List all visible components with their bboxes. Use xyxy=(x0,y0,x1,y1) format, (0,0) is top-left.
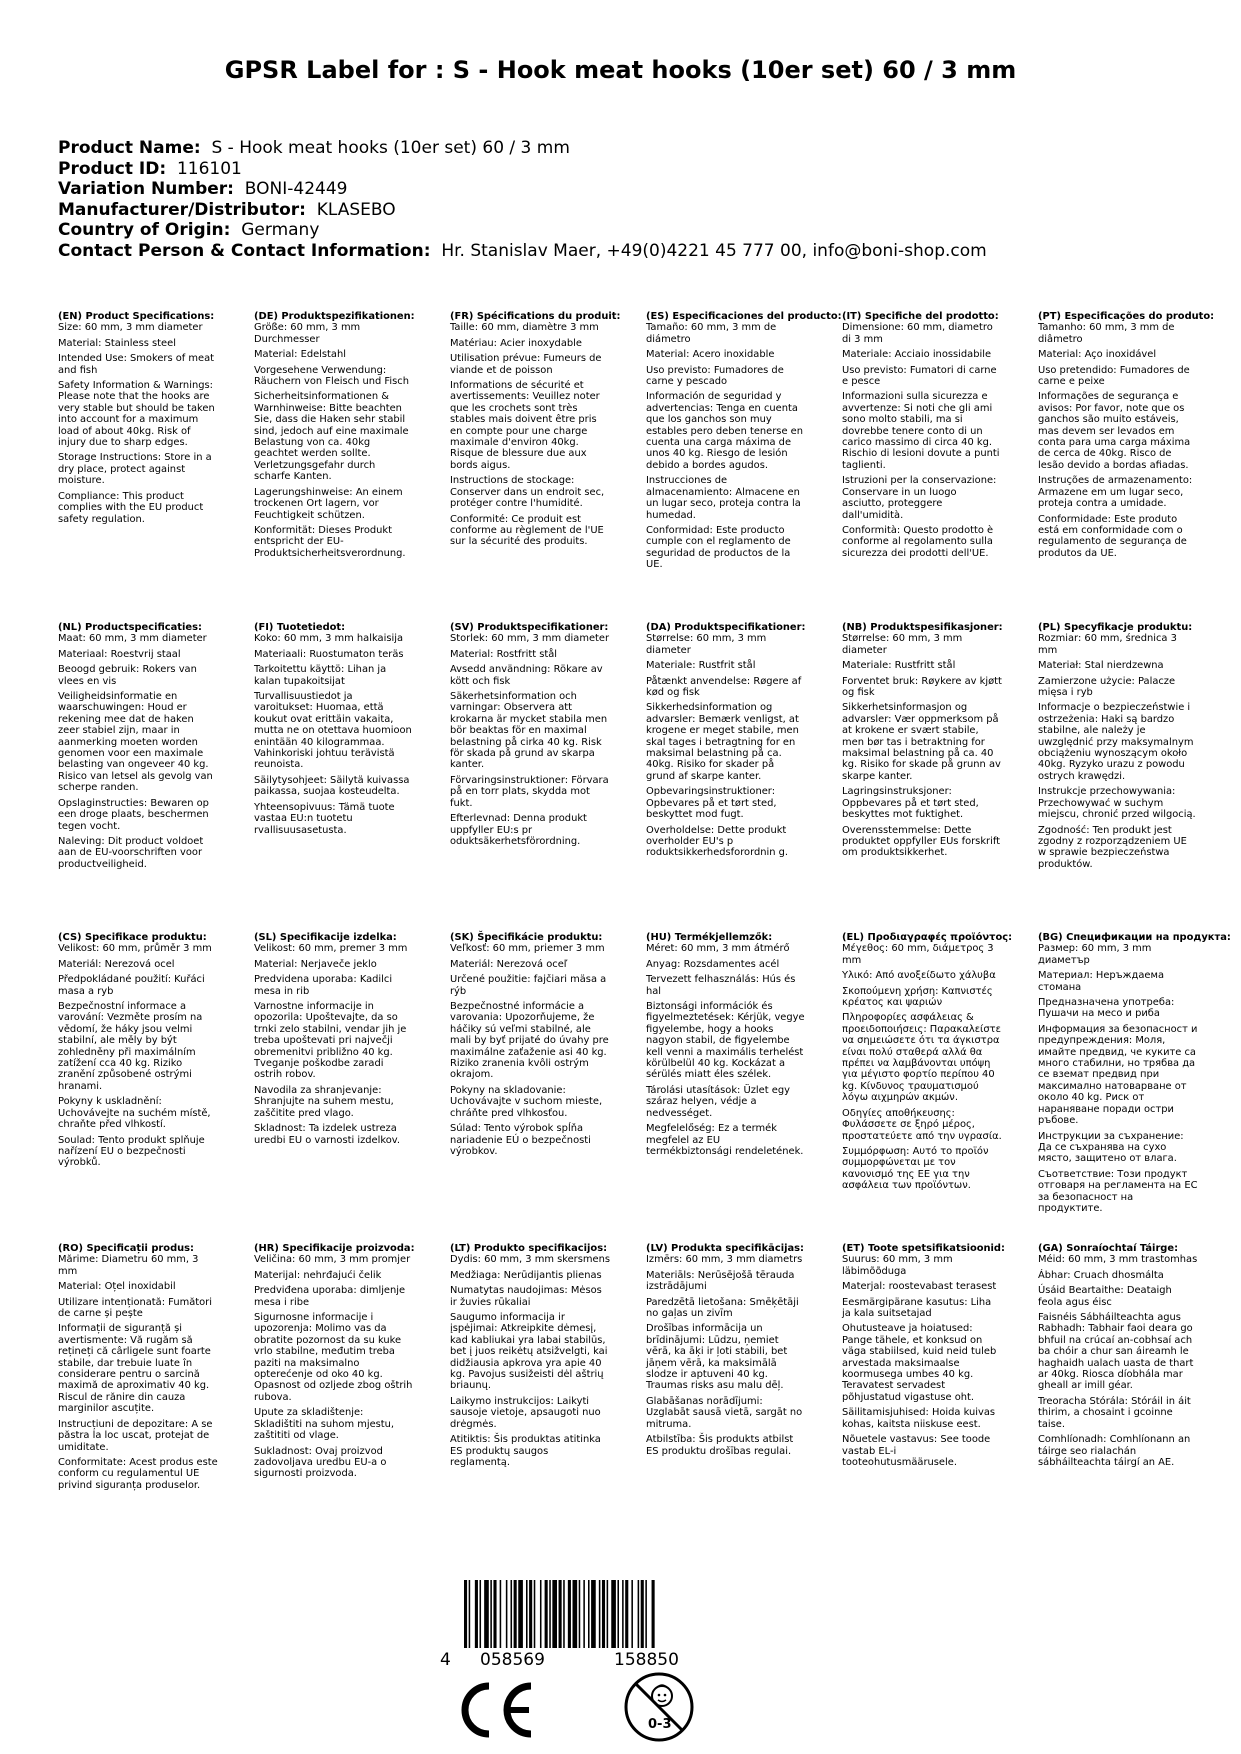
spec-heading: (NB) Produktspesifikasjoner: xyxy=(842,622,1003,633)
spec-heading: (LV) Produkta specifikācijas: xyxy=(646,1243,804,1254)
spec-line: Pokyny na skladovanie: Uchovávajte v suchom mieste, chráňte pred vlhkosťou. xyxy=(450,1084,603,1119)
spec-line: Dydis: 60 mm, 3 mm skersmens xyxy=(450,1254,610,1266)
spec-line: Matériau: Acier inoxydable xyxy=(450,337,582,349)
spec-block xyxy=(842,1243,1005,1472)
spec-block xyxy=(58,932,218,1173)
barcode xyxy=(438,1580,710,1672)
barcode-bar xyxy=(579,1580,581,1648)
spec-line: Laikymo instrukcijos: Laikyti sausoje vietoje, apsaugoti nuo drėgmės. xyxy=(450,1395,601,1430)
spec-block xyxy=(254,311,414,563)
spec-line: Úsáid Beartaithe: Deataigh feola agus éisc xyxy=(1038,1285,1172,1308)
spec-line: Utilisation prévue: Fumeurs de viande et de poisson xyxy=(450,353,602,376)
spec-line: Atitiktis: Šis produktas atitinka ES produktų saugos reglamentą. xyxy=(450,1434,601,1468)
spec-line: Материал: Неръждаема стомана xyxy=(1038,970,1165,993)
spec-heading: (LT) Produkto specifikacijos: xyxy=(450,1243,608,1254)
spec-line: Size: 60 mm, 3 mm diameter xyxy=(58,322,203,334)
spec-heading: (RO) Specificații produs: xyxy=(58,1243,194,1254)
spec-line: Påtænkt anvendelse: Røgere af kød og fisk xyxy=(646,675,802,699)
spec-line: Medžiaga: Nerūdijantis plienas xyxy=(450,1269,602,1281)
spec-line: Sikkerhetsinformasjon og advarsler: Vær oppmerksom på at krokene er svært stabile, men bør tas i betraktning for maksimal belastning på ca. 40 kg. Risiko for skade på grunn av skarpe kanter. xyxy=(842,702,1001,782)
spec-line: Materiał: Stal nierdzewna xyxy=(1038,660,1164,672)
spec-block xyxy=(58,311,218,529)
spec-line: Mărime: Diametru 60 mm, 3 mm xyxy=(58,1254,199,1277)
spec-line: Treoracha Stórála: Stóráil in áit thirim, a chosaint i gcoinne taise. xyxy=(1038,1395,1191,1430)
spec-block xyxy=(450,311,621,552)
barcode-bar xyxy=(611,1580,616,1648)
barcode-bar xyxy=(464,1580,467,1648)
spec-line: Beoogd gebruik: Rokers van vlees en vis xyxy=(58,664,197,687)
spec-line: Veiligheidsinformatie en waarschuwingen: Houd er rekening mee dat de haken zeer stabiel zijn, maar in aanmerking moeten worden genomen voor een maximale belasting van ongeveer 40 kg. Risico van letsel als gevolg van scherpe randen. xyxy=(58,691,213,794)
spec-line: Material: Edelstahl xyxy=(254,349,346,361)
spec-line: Materijal: nehrđajući čelik xyxy=(254,1269,382,1281)
spec-heading: (NL) Productspecificaties: xyxy=(58,622,202,633)
spec-line: Dimensione: 60 mm, diametro di 3 mm xyxy=(842,322,993,345)
spec-line: Instrucciones de almacenamiento: Almacene en un lugar seco, proteja contra la humedad. xyxy=(646,475,801,521)
spec-line: Размер: 60 mm, 3 mm диаметър xyxy=(1038,943,1152,966)
spec-line: Tamaño: 60 mm, 3 mm de diámetro xyxy=(646,322,777,345)
spec-line: Οδηγίες αποθήκευσης: Φυλάσσετε σε ξηρό μέρος, προστατεύετε από την υγρασία. xyxy=(842,1107,1002,1142)
spec-line: Compliance: This product complies with the EU product safety regulation. xyxy=(58,490,204,525)
spec-line: Material: Oțel inoxidabil xyxy=(58,1281,176,1293)
spec-block xyxy=(646,1243,806,1461)
barcode-bar xyxy=(534,1580,536,1648)
barcode-bar xyxy=(490,1580,492,1648)
spec-line: Συμμόρφωση: Αυτό το προϊόν συμμορφώνεται με τον κανονισμό της ΕΕ για την ασφάλεια των προϊόντων. xyxy=(842,1145,989,1192)
spec-line: Súlad: Tento výrobok spĺňa nariadenie EÚ o bezpečnosti výrobkov. xyxy=(450,1123,591,1157)
barcode-bar xyxy=(652,1580,655,1648)
spec-line: Instrukcje przechowywania: Przechowywać w suchym miejscu, chronić przed wilgocią. xyxy=(1038,786,1196,821)
spec-line: Upute za skladištenje: Skladištiti na suhom mjestu, zaštititi od vlage. xyxy=(254,1407,395,1442)
spec-line: Overholdelse: Dette produkt overholder EU's p roduktsikkerhedsforordnin g. xyxy=(646,824,789,859)
spec-block xyxy=(1038,932,1231,1218)
spec-line: Material: Nerjaveče jeklo xyxy=(254,958,377,970)
spec-line: Información de seguridad y advertencias: Tenga en cuenta que los ganchos son muy estables pero deben tenerse en cuenta una carga máxima de unos 40 kg. Riesgo de lesión debido a bordes agudos. xyxy=(646,391,804,471)
barcode-bar xyxy=(583,1580,585,1648)
spec-line: Predvidena uporaba: Kadilci mesa in rib xyxy=(254,974,393,997)
spec-line: Rozmiar: 60 mm, średnica 3 mm xyxy=(1038,633,1177,656)
spec-line: Vorgesehene Verwendung: Räuchern von Fleisch und Fisch xyxy=(254,364,409,388)
spec-line: Ohutusteave ja hoiatused: Pange tähele, et konksud on väga stabiilsed, kuid neid tuleb arvestada maksimaalse koormusega umbes 40 kg. Teravatest servadest põhjustatud vigastuse oht. xyxy=(842,1323,997,1403)
barcode-digits-right: 158850 xyxy=(614,1650,679,1670)
barcode-bar xyxy=(552,1580,557,1648)
spec-line: Istruzioni per la conservazione: Conservare in un luogo asciutto, proteggere dall'umidità. xyxy=(842,475,997,521)
barcode-bar xyxy=(641,1580,644,1648)
product-info xyxy=(58,138,1198,261)
spec-line: Υλικό: Από ανοξείδωτο χάλυβα xyxy=(842,970,996,982)
spec-line: Materiāls: Nerūsējošā tērauda izstrādājumi xyxy=(646,1269,795,1293)
spec-line: Taille: 60 mm, diamètre 3 mm xyxy=(450,322,599,334)
spec-block xyxy=(450,1243,610,1472)
spec-line: Uso previsto: Fumadores de carne y pescado xyxy=(646,364,784,388)
spec-line: Koko: 60 mm, 3 mm halkaisija xyxy=(254,633,403,645)
spec-line: Informacje o bezpieczeństwie i ostrzeżenia: Haki są bardzo stabilne, ale należy je uwzględnić przy maksymalnym obciążeniu wynoszącym około 40kg. Ryzyko urazu z powodu ostrych krawędzi. xyxy=(1038,702,1194,782)
spec-line: Materiale: Rustfrit stål xyxy=(646,660,756,672)
spec-heading: (IT) Specifiche del prodotto: xyxy=(842,311,999,322)
spec-line: Anyag: Rozsdamentes acél xyxy=(646,958,780,970)
spec-line: Uso pretendido: Fumadores de carne e peixe xyxy=(1038,364,1190,388)
barcode-bar xyxy=(599,1580,601,1648)
spec-line: Πληροφορίες ασφάλειας & προειδοποιήσεις: Παρακαλείστε να σημειώσετε ότι τα άγκιστρα είναι πολύ σταθερά αλλά θα πρέπει να λαμβάνονται υπόψη για μέγιστο φορτίο περίπου 40 kg. Κίνδυνος τραυματισμού λόγω αιχμηρών ακμών. xyxy=(842,1012,1001,1104)
spec-line: Varnostne informacije in opozorila: Upoštevajte, da so trnki zelo stabilni, vendar jih je treba upoštevati pri največji obremenitvi približno 40 kg. Tveganje poškodbe zaradi ostrih robov. xyxy=(254,1001,407,1081)
spec-line: Materiaali: Ruostumaton teräs xyxy=(254,648,404,660)
spec-block xyxy=(1038,311,1215,563)
barcode-bar xyxy=(511,1580,513,1648)
barcode-bar xyxy=(573,1580,578,1648)
spec-line: Velikost: 60 mm, premer 3 mm xyxy=(254,943,408,955)
spec-line: Instrucțiuni de depozitare: A se păstra la loc uscat, protejat de umiditate. xyxy=(58,1418,213,1453)
spec-line: Informazioni sulla sicurezza e avvertenze: Si noti che gli ami sono molto stabili, ma si dovrebbe tenere conto di un carico massimo di circa 40 kg. Rischio di lesioni dovute a punti taglienti. xyxy=(842,391,1000,471)
spec-line: Megfelelőség: Ez a termék megfelel az EU termékbiztonsági rendeletének. xyxy=(646,1123,804,1157)
info-contact: Contact Person & Contact Information: Hr. Stanislav Maer, +49(0)4221 45 777 00, info@boni-shop.com xyxy=(58,240,987,261)
spec-block xyxy=(58,622,218,874)
spec-line: Soulad: Tento produkt splňuje nařízení EU o bezpečnosti výrobků. xyxy=(58,1134,205,1169)
spec-block xyxy=(646,932,806,1161)
spec-line: Storlek: 60 mm, 3 mm diameter xyxy=(450,633,610,645)
spec-block xyxy=(254,932,414,1150)
barcode-bar xyxy=(568,1580,571,1648)
spec-heading: (PL) Specyfikacje produktu: xyxy=(1038,622,1193,633)
spec-line: Turvallisuustiedot ja varoitukset: Huomaa, että koukut ovat erittäin vakaita, mutta ne on otettava huomioon enintään 40 kilogrammaa. Vahinkoriski johtuu terävistä reunoista. xyxy=(254,691,412,771)
spec-line: Veľkosť: 60 mm, priemer 3 mm xyxy=(450,943,605,955)
spec-line: Съответствие: Този продукт отговаря на регламента на ЕС за безопасност на продуктите. xyxy=(1038,1168,1198,1214)
barcode-bar xyxy=(526,1580,528,1648)
barcode-bar xyxy=(645,1580,647,1648)
spec-heading: (ES) Especificaciones del producto: xyxy=(646,311,842,322)
spec-line: Určené použitie: fajčiari mäsa a rýb xyxy=(450,974,607,997)
not-suitable-under-3-icon xyxy=(622,1670,696,1744)
spec-block xyxy=(842,932,1013,1196)
spec-heading: (CS) Specifikace produktu: xyxy=(58,932,207,943)
spec-heading: (HU) Termékjellemzők: xyxy=(646,932,773,943)
spec-line: Forventet bruk: Røykere av kjøtt og fisk xyxy=(842,675,1002,699)
info-manufacturer: Manufacturer/Distributor: KLASEBO xyxy=(58,199,396,220)
barcode-bar xyxy=(549,1580,551,1648)
barcode-bar xyxy=(602,1580,605,1648)
spec-line: Opbevaringsinstruktioner: Opbevares på et tørt sted, beskyttet mod fugt. xyxy=(646,786,777,821)
spec-line: Comhlíonadh: Comhlíonann an táirge seo rialachán sábháilteachta táirgí an AE. xyxy=(1038,1434,1191,1468)
spec-block xyxy=(646,622,806,863)
spec-line: Pokyny k uskladnění: Uchovávejte na suchém místě, chraňte před vlhkostí. xyxy=(58,1096,211,1131)
spec-line: Glabāšanas norādījumi: Uzglabāt sausā vietā, sargāt no mitruma. xyxy=(646,1395,803,1430)
spec-line: Σκοπούμενη χρήση: Καπνιστές κρέατος και ψαριών xyxy=(842,985,993,1009)
barcode-bar xyxy=(493,1580,496,1648)
spec-block xyxy=(646,311,842,575)
spec-heading: (ET) Toote spetsifikatsioonid: xyxy=(842,1243,1005,1254)
spec-line: Tervezett felhasználás: Hús és hal xyxy=(646,974,796,997)
spec-line: Informações de segurança e avisos: Por favor, note que os ganchos são muito estáveis, mas devem ser levados em conta para uma carga máxima de cerca de 40kg. Risco de lesão devido a bordas afiadas. xyxy=(1038,391,1191,471)
barcode-bar xyxy=(484,1580,489,1648)
spec-line: Maat: 60 mm, 3 mm diameter xyxy=(58,633,207,645)
spec-block xyxy=(254,622,414,840)
spec-line: Veličina: 60 mm, 3 mm promjer xyxy=(254,1254,411,1266)
spec-block xyxy=(450,622,610,851)
barcode-bar xyxy=(545,1580,548,1648)
spec-line: Saugumo informacija ir įspėjimai: Atkreipkite dėmesį, kad kabliukai yra labai stabilūs, bet į juos reikėtų atsižvelgti, kai didžiausia apkrova yra apie 40 kg. Pavojus susižeisti dėl aštrių briaunų. xyxy=(450,1312,608,1392)
spec-line: Předpokládané použití: Kuřáci masa a ryb xyxy=(58,974,205,997)
spec-line: Säilitamisjuhised: Hoida kuivas kohas, kaitsta niiskuse eest. xyxy=(842,1407,996,1430)
barcode-bar xyxy=(559,1580,562,1648)
spec-line: Μέγεθος: 60 mm, διάμετρος 3 mm xyxy=(842,943,994,966)
spec-line: Nõuetele vastavus: See toode vastab EL-i tooteohutusmäärusele. xyxy=(842,1434,991,1468)
spec-heading: (FI) Tuotetiedot: xyxy=(254,622,346,633)
spec-line: Konformität: Dieses Produkt entspricht der EU-Produktsicherheitsverordnung. xyxy=(254,524,406,559)
spec-line: Velikost: 60 mm, průměr 3 mm xyxy=(58,943,212,955)
spec-line: Säilytysohjeet: Säilytä kuivassa paikassa, suojaa kosteudelta. xyxy=(254,774,410,798)
spec-block xyxy=(1038,1243,1198,1472)
spec-line: Naleving: Dit product voldoet aan de EU-voorschriften voor productveiligheid. xyxy=(58,835,204,870)
spec-block xyxy=(254,1243,414,1484)
spec-line: Instruções de armazenamento: Armazene em um lugar seco, proteja contra a umidade. xyxy=(1038,475,1193,510)
spec-line: Méid: 60 mm, 3 mm trastomhas xyxy=(1038,1254,1198,1266)
spec-line: Materiale: Rustfritt stål xyxy=(842,660,956,672)
spec-line: Informations de sécurité et avertissements: Veuillez noter que les crochets sont très stables mais doivent être pris en compte pour une charge maximale d'environ 40kg. Risque de blessure due aux bords aigus. xyxy=(450,380,600,471)
spec-line: Conformitate: Acest produs este conform cu regulamentul UE privind siguranța produselor. xyxy=(58,1456,218,1491)
spec-line: Conformité: Ce produit est conforme au règlement de l'UE sur la sécurité des produits. xyxy=(450,513,604,548)
barcode-digits xyxy=(438,1650,710,1670)
spec-line: Предназначена употреба: Пушачи на месо и риба xyxy=(1038,997,1175,1020)
barcode-bar xyxy=(588,1580,590,1648)
spec-line: Materiaal: Roestvrij staal xyxy=(58,648,181,660)
spec-line: Conformidade: Este produto está em conformidade com o regulamento de segurança de produtos da UE. xyxy=(1038,513,1187,559)
spec-line: Material: Acero inoxidable xyxy=(646,349,775,361)
info-country-of-origin: Country of Origin: Germany xyxy=(58,220,320,240)
spec-heading: (GA) Sonraíochtaí Táirge: xyxy=(1038,1243,1179,1254)
spec-line: Zgodność: Ten produkt jest zgodny z rozporządzeniem UE w sprawie bezpieczeństwa produktów. xyxy=(1038,824,1187,870)
barcode-bar xyxy=(607,1580,609,1648)
spec-line: Material: Stainless steel xyxy=(58,337,176,349)
spec-block xyxy=(842,311,1002,563)
barcode-bar xyxy=(617,1580,619,1648)
spec-line: Material: Aço inoxidável xyxy=(1038,349,1157,361)
spec-line: Ábhar: Cruach dhosmálta xyxy=(1038,1269,1164,1281)
spec-line: Overensstemmelse: Dette produktet oppfyller EUs forskrift om produktsikkerhet. xyxy=(842,824,1001,859)
barcode-bar xyxy=(500,1580,502,1648)
spec-line: Efterlevnad: Denna produkt uppfyller EU:s pr oduktsäkerhetsförordning. xyxy=(450,813,587,847)
spec-line: Paredzētā lietošana: Smēķētāji no gaļas un zivīm xyxy=(646,1296,799,1320)
barcode-bar xyxy=(529,1580,532,1648)
barcode-digit-first: 4 xyxy=(440,1650,451,1670)
barcode-bar xyxy=(631,1580,633,1648)
spec-line: Drošības informācija un brīdinājumi: Lūdzu, ņemiet vērā, ka āķi ir ļoti stabili, bet jāņem vērā, ka maksimālā slodze ir aptuveni 40 kg. Traumas risks asu malu dēļ. xyxy=(646,1323,788,1392)
spec-line: Numatytas naudojimas: Mėsos ir žuvies rūkaliai xyxy=(450,1285,602,1308)
barcode-digits-left: 058569 xyxy=(480,1650,545,1670)
barcode-bar xyxy=(469,1580,471,1648)
barcode-bar xyxy=(518,1580,523,1648)
spec-line: Uso previsto: Fumatori di carne e pesce xyxy=(842,364,997,388)
spec-line: Materjal: roostevabast terasest xyxy=(842,1281,997,1293)
spec-line: Tárolási utasítások: Üzlet egy száraz helyen, védje a nedvességet. xyxy=(646,1084,790,1119)
barcode-bar xyxy=(638,1580,640,1648)
spec-block xyxy=(1038,622,1198,874)
spec-line: Instructions de stockage: Conserver dans un endroit sec, protéger contre l'humidité. xyxy=(450,475,605,510)
spec-heading: (EN) Product Specifications: xyxy=(58,311,215,322)
ce-mark-icon xyxy=(455,1680,537,1740)
spec-line: Инструкции за съхранение: Да се съхранява на сухо място, защитено от влага. xyxy=(1038,1130,1184,1165)
spec-line: Lagringsinstruksjoner: Oppbevares på et tørt sted, beskyttes mot fuktighet. xyxy=(842,786,979,821)
spec-line: Størrelse: 60 mm, 3 mm diameter xyxy=(646,633,767,656)
spec-line: Conformidad: Este producto cumple con el reglamento de seguridad de productos de la UE. xyxy=(646,524,791,571)
spec-heading: (BG) Спецификации на продукта: xyxy=(1038,932,1231,943)
spec-line: Izmērs: 60 mm, 3 mm diametrs xyxy=(646,1254,803,1266)
barcode-bar xyxy=(480,1580,482,1648)
spec-line: Conformità: Questo prodotto è conforme al regolamento sulla sicurezza dei prodotti dell'UE. xyxy=(842,524,994,559)
spec-line: Förvaringsinstruktioner: Förvara på en torr plats, skydda mot fukt. xyxy=(450,774,609,809)
barcode-bar xyxy=(475,1580,478,1648)
spec-line: Méret: 60 mm, 3 mm átmérő xyxy=(646,943,790,955)
barcode-bar xyxy=(506,1580,508,1648)
spec-line: Material: Rostfritt stål xyxy=(450,648,558,660)
spec-line: Navodila za shranjevanje: Shranjujte na suhem mestu, zaščitite pred vlago. xyxy=(254,1084,394,1119)
info-product-name: Product Name: S - Hook meat hooks (10er set) 60 / 3 mm xyxy=(58,138,570,158)
spec-heading: (FR) Spécifications du produit: xyxy=(450,311,621,322)
spec-line: Storage Instructions: Store in a dry place, protect against moisture. xyxy=(58,452,212,487)
spec-line: Materiál: Nerezová ocel xyxy=(58,958,175,970)
spec-line: Utilizare intenționată: Fumători de carne și pește xyxy=(58,1296,212,1320)
spec-line: Информация за безопасност и предупреждения: Моля, имайте предвид, че куките са много стабилни, но трябва да се вземат предвид при максимално натоварване от около 40 kg. Риск от нараняване поради остри ръбове. xyxy=(1038,1023,1198,1127)
barcode-bar xyxy=(591,1580,596,1648)
barcode-bar xyxy=(622,1580,624,1648)
spec-heading: (SK) Špecifikácie produktu: xyxy=(450,932,603,943)
spec-heading: (SV) Produktspecifikationer: xyxy=(450,622,609,633)
spec-line: Bezpečnostné informácie a varovania: Upozorňujeme, že háčiky sú veľmi stabilné, ale mali by byť prijaté do úvahy pre maximálne zaťaženie asi 40 kg. Riziko zranenia kvôli ostrým okrajom. xyxy=(450,1001,609,1081)
spec-line: Sukladnost: Ovaj proizvod zadovoljava uredbu EU-a o sigurnosti proizvoda. xyxy=(254,1445,387,1480)
spec-line: Størrelse: 60 mm, 3 mm diameter xyxy=(842,633,963,656)
barcode-bar xyxy=(625,1580,628,1648)
spec-line: Sigurnosne informacije i upozorenja: Molimo vas da obratite pozornost da su kuke vrlo stabilne, međutim treba paziti na maksimalno opterećenje od oko 40 kg. Opasnost od ozljede zbog oštrih rubova. xyxy=(254,1312,413,1403)
spec-block xyxy=(450,932,610,1161)
spec-heading: (DE) Produktspezifikationen: xyxy=(254,311,415,322)
spec-line: Avsedd användning: Rökare av kött och fisk xyxy=(450,664,603,687)
spec-line: Yhteensopivuus: Tämä tuote vastaa EU:n tuotetu rvallisuusasetusta. xyxy=(254,801,395,836)
spec-line: Predviđena uporaba: dimljenje mesa i ribe xyxy=(254,1285,406,1308)
spec-line: Opslaginstructies: Bewaren op een droge plaats, beschermen tegen vocht. xyxy=(58,797,209,832)
spec-line: Atbilstība: Šis produkts atbilst ES produktu drošības regulai. xyxy=(646,1434,794,1457)
spec-heading: (EL) Προδιαγραφές προϊόντος: xyxy=(842,932,1013,943)
spec-line: Tarkoitettu käyttö: Lihan ja kalan tupakoitsijat xyxy=(254,664,387,687)
barcode-bars xyxy=(438,1580,710,1650)
barcode-bar xyxy=(563,1580,565,1648)
age-warning-text: 0-3 xyxy=(648,1717,672,1732)
spec-heading: (SL) Specifikacije izdelka: xyxy=(254,932,397,943)
spec-line: Informații de siguranță și avertismente: Vă rugăm să rețineți că cârligele sunt foarte stabile, dar trebuie luate în considerare pentru o sarcină maximă de aproximativ 40 kg. Riscul de rănire din cauza marginilor ascuțite. xyxy=(58,1323,211,1415)
spec-line: Skladnost: Ta izdelek ustreza uredbi EU o varnosti izdelkov. xyxy=(254,1123,401,1146)
spec-heading: (PT) Especificações do produto: xyxy=(1038,311,1215,322)
spec-line: Eesmärgipärane kasutus: Liha ja kala suitsetajad xyxy=(842,1296,992,1320)
spec-line: Safety Information & Warnings: Please note that the hooks are very stable but should be taken into account for a maximum load of about 40kg. Risk of injury due to sharp edges. xyxy=(58,380,215,449)
spec-line: Größe: 60 mm, 3 mm Durchmesser xyxy=(254,322,361,345)
spec-line: Säkerhetsinformation och varningar: Observera att krokarna är mycket stabila men bör beaktas för en maximal belastning på cirka 40 kg. Risk för skada på grund av skarpa kanter. xyxy=(450,691,608,771)
info-product-id: Product ID: 116101 xyxy=(58,158,242,179)
spec-line: Materiál: Nerezová oceľ xyxy=(450,958,568,970)
spec-line: Faisnéis Sábháilteachta agus Rabhadh: Tabhair faoi deara go bhfuil na crúcaí an-cobhsaí ach ba chóir a chur san áireamh le haghaidh ualach uasta de thart ar 40kg. Riosca díobhála mar gheall ar imill géar. xyxy=(1038,1312,1194,1392)
barcode-bar xyxy=(514,1580,517,1648)
spec-line: Sikkerhedsinformation og advarsler: Bemærk venligst, at krogene er meget stabile, men skal tages i betragtning for en maksimal belastning på ca. 40kg. Risiko for skader på grund af skarpe kanter. xyxy=(646,702,799,782)
spec-line: Suurus: 60 mm, 3 mm läbimõõduga xyxy=(842,1254,953,1277)
spec-line: Materiale: Acciaio inossidabile xyxy=(842,349,992,361)
barcode-bar xyxy=(540,1580,542,1648)
spec-line: Biztonsági információk és figyelmeztetések: Kérjük, vegye figyelembe, hogy a hooks nagyon stabil, de figyelembe kell venni a maximális terhelést körülbelül 40 kg. Kockázat a sérülés miatt éles szélek. xyxy=(646,1001,805,1081)
spec-line: Lagerungshinweise: An einem trockenen Ort lagern, vor Feuchtigkeit schützen. xyxy=(254,486,403,521)
spec-block xyxy=(842,622,1002,863)
spec-line: Bezpečnostní informace a varování: Vezměte prosím na vědomí, že háky jsou velmi stabilní, ale měly by být zohledněny při maximálním zatížení cca 40 kg. Riziko zranění způsobené ostrými hranami. xyxy=(58,1001,203,1092)
spec-heading: (HR) Specifikacije proizvoda: xyxy=(254,1243,415,1254)
spec-line: Tamanho: 60 mm, 3 mm de diâmetro xyxy=(1038,322,1175,345)
page-title: GPSR Label for : S - Hook meat hooks (10er set) 60 / 3 mm xyxy=(224,56,1017,84)
spec-heading: (DA) Produktspecifikationer: xyxy=(646,622,806,633)
spec-block xyxy=(58,1243,218,1495)
spec-line: Intended Use: Smokers of meat and fish xyxy=(58,353,215,376)
spec-line: Sicherheitsinformationen & Warnhinweise: Bitte beachten Sie, dass die Haken sehr stabil sind, jedoch auf eine maximale Belastung von ca. 40kg geachtet werden sollte. Verletzungsgefahr durch scharfe Kanten. xyxy=(254,391,409,483)
info-variation-number: Variation Number: BONI-42449 xyxy=(58,179,348,199)
spec-line: Zamierzone użycie: Palacze mięsa i ryb xyxy=(1038,675,1176,699)
